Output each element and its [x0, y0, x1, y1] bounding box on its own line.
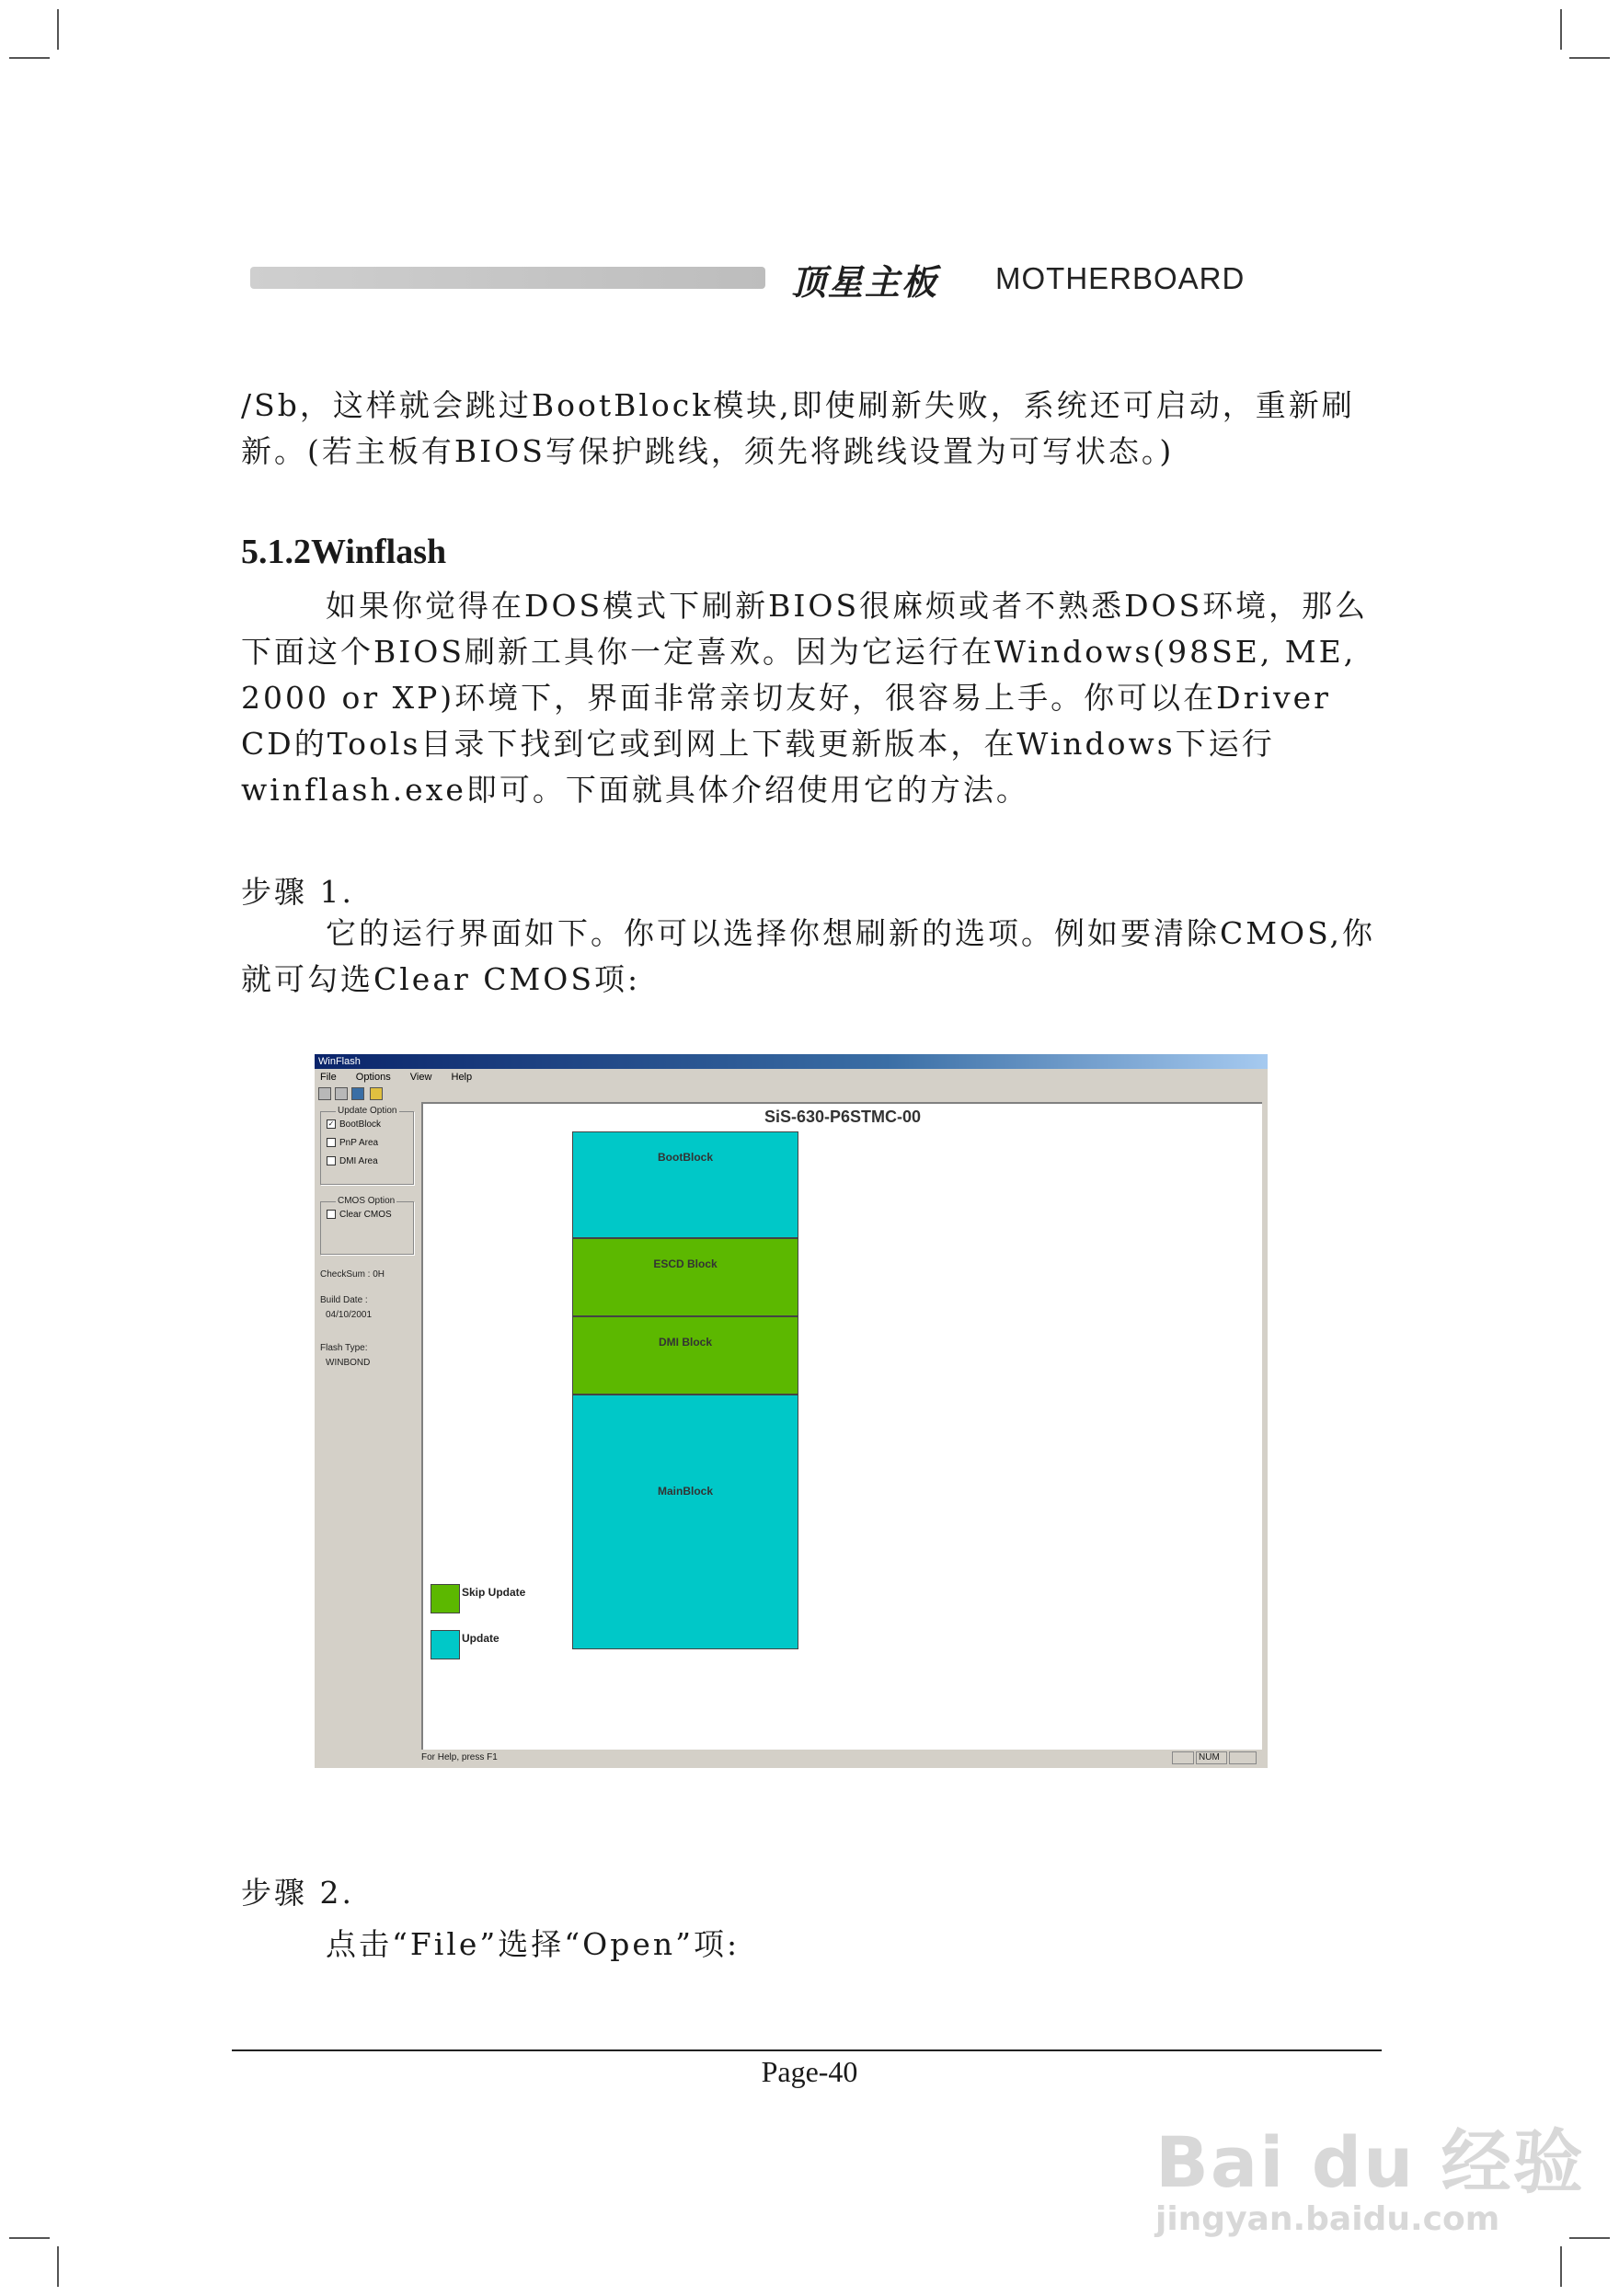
flash-block-escd-block: ESCD Block: [572, 1238, 798, 1316]
status-help: For Help, press F1: [421, 1752, 498, 1762]
crop-mark: [9, 57, 50, 59]
cmos-option-title: CMOS Option: [338, 1196, 396, 1206]
window-title: WinFlash: [318, 1056, 361, 1067]
legend-update-swatch: [431, 1630, 460, 1659]
status-cell: [1172, 1751, 1194, 1764]
menu-help[interactable]: Help: [451, 1072, 473, 1083]
crop-mark: [57, 2246, 59, 2287]
menu-options[interactable]: Options: [355, 1072, 391, 1083]
flash-icon[interactable]: [351, 1087, 364, 1100]
watermark-url: jingyan.baidu.com: [1155, 2200, 1500, 2238]
crop-mark: [57, 9, 59, 50]
status-bar: [421, 1750, 1260, 1766]
status-num: NUM: [1196, 1751, 1227, 1764]
header-bar: [250, 267, 765, 289]
footer-rule: [232, 2049, 1382, 2051]
flash-block-mainblock: MainBlock: [572, 1395, 798, 1649]
options-panel: [315, 1102, 418, 1753]
build-date: 04/10/2001: [326, 1310, 373, 1320]
title-bar: [315, 1054, 1268, 1069]
legend-skip-swatch: [431, 1584, 460, 1613]
brand-en: MOTHERBOARD: [995, 261, 1246, 295]
winflash-screenshot: [315, 1054, 1268, 1768]
update-option-group: [320, 1106, 414, 1185]
crop-mark: [1569, 57, 1610, 59]
step-1-label: 步骤 1.: [241, 874, 354, 910]
checksum: CheckSum : 0H: [320, 1269, 385, 1280]
build-date-label: Build Date :: [320, 1295, 368, 1305]
brand-cn: 顶星主板: [791, 262, 939, 303]
legend-update-label: Update: [462, 1632, 499, 1645]
page-number: Page-40: [761, 2055, 858, 2088]
flash-block-bootblock: BootBlock: [572, 1131, 798, 1238]
legend-skip-label: Skip Update: [462, 1586, 526, 1599]
flash-type-label: Flash Type:: [320, 1343, 368, 1353]
chip-name: SiS-630-P6STMC-00: [764, 1108, 922, 1126]
menu-view[interactable]: View: [409, 1072, 432, 1083]
paragraph-2: 如果你觉得在DOS模式下刷新BIOS很麻烦或者不熟悉DOS环境，那么下面这个BIOS刷新工具你一定喜欢。因为它运行在Windows(98SE, ME, 2000 or XP)环境下，界面非常亲切友好，很容易上手。你可以在Driver CD的Tools目录下找到它或到网上下载更新版本，在Windows下运行winflash.exe即可。下面就具体介绍使用它的方法。: [241, 588, 1369, 808]
flash-block-dmi-block: DMI Block: [572, 1316, 798, 1395]
checkbox-pnp-area[interactable]: PnP Area: [327, 1138, 378, 1148]
paragraph-1: /Sb，这样就会跳过BootBlock模块,即使刷新失败，系统还可启动，重新刷新。(若主板有BIOS写保护跳线，须先将跳线设置为可写状态。): [241, 387, 1355, 469]
update-option-title: Update Option: [338, 1106, 397, 1116]
step-1-text: 它的运行界面如下。你可以选择你想刷新的选项。例如要清除CMOS,你就可勾选Clear CMOS项:: [241, 915, 1376, 997]
flash-map-view: [421, 1102, 1262, 1750]
crop-mark: [1560, 9, 1562, 50]
menu-file[interactable]: File: [320, 1072, 337, 1083]
crop-mark: [1569, 2237, 1610, 2239]
checkbox-bootblock[interactable]: ✓ BootBlock: [327, 1119, 382, 1130]
watermark-brand: Bai du 经验: [1155, 2121, 1585, 2203]
step-2-text: 点击“File”选择“Open”项:: [326, 1926, 741, 1962]
status-cell: [1229, 1751, 1257, 1764]
check-icon: ✓: [327, 1119, 335, 1129]
crop-mark: [1560, 2246, 1562, 2287]
open-icon[interactable]: [318, 1087, 331, 1100]
checkbox-dmi-area[interactable]: DMI Area: [327, 1156, 378, 1166]
checkbox-clear-cmos[interactable]: Clear CMOS: [327, 1210, 392, 1220]
crop-mark: [9, 2237, 50, 2239]
cmos-option-group: [320, 1196, 414, 1255]
flash-type: WINBOND: [326, 1358, 371, 1368]
menu-bar: [315, 1070, 483, 1085]
toolbar: [315, 1085, 1268, 1100]
step-2-label: 步骤 2.: [241, 1875, 354, 1911]
save-icon[interactable]: [335, 1087, 348, 1100]
section-heading: 5.1.2Winflash: [241, 533, 447, 571]
help-icon[interactable]: [370, 1087, 383, 1100]
